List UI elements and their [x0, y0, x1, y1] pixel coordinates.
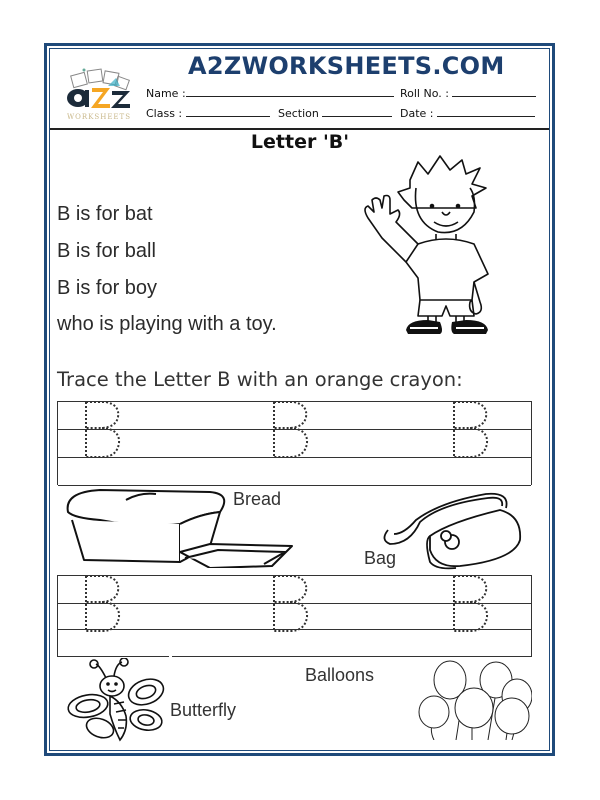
bread-label: Bread	[233, 489, 282, 509]
trace-letter-b[interactable]	[452, 401, 492, 459]
a2z-logo	[58, 66, 140, 122]
class-label: Class :	[146, 107, 183, 120]
logo-icon	[58, 66, 140, 122]
class-field[interactable]	[146, 106, 270, 120]
name-label: Name :	[146, 87, 186, 100]
trace-letter-b[interactable]	[272, 575, 312, 633]
rhyme-line: B is for ball	[57, 240, 156, 262]
date-underline[interactable]	[437, 106, 535, 117]
balloons-label: Balloons	[305, 665, 375, 685]
section-label: Section	[278, 107, 319, 120]
boy-illustration	[358, 152, 528, 337]
trace-letter-b[interactable]	[84, 575, 124, 633]
rhyme-line: who is playing with a toy.	[57, 313, 277, 335]
bottom-line	[58, 485, 531, 486]
section-underline[interactable]	[322, 106, 392, 117]
date-label: Date :	[400, 107, 434, 120]
class-underline[interactable]	[186, 106, 270, 117]
site-title: A2ZWORKSHEETS.COM	[188, 52, 505, 80]
trace-letter-b[interactable]	[84, 401, 124, 459]
roll-label: Roll No. :	[400, 87, 449, 100]
bag-label: Bag	[364, 548, 397, 568]
boy-icon	[358, 152, 528, 337]
bag-illustration	[380, 490, 530, 572]
date-field[interactable]	[400, 106, 535, 120]
svg-text:WORKSHEETS: WORKSHEETS	[66, 113, 132, 121]
butterfly-icon	[66, 658, 174, 742]
bottom-line-left	[57, 656, 169, 657]
trace-instruction: Trace the Letter B with an orange crayon:	[57, 368, 463, 391]
roll-field[interactable]	[400, 86, 536, 100]
balloons-icon	[412, 656, 532, 740]
butterfly-label: Butterfly	[170, 700, 237, 720]
name-field[interactable]	[146, 86, 394, 100]
trace-letter-b[interactable]	[272, 401, 312, 459]
trace-letter-b[interactable]	[452, 575, 492, 633]
rhyme-line: B is for boy	[57, 277, 158, 299]
roll-underline[interactable]	[452, 86, 536, 97]
section-field[interactable]	[278, 106, 392, 120]
butterfly-illustration	[66, 658, 174, 742]
rhyme-line: B is for bat	[57, 203, 153, 225]
balloons-illustration	[412, 656, 532, 740]
bag-icon	[380, 490, 530, 572]
lesson-title: Letter 'B'	[250, 131, 350, 153]
name-underline[interactable]	[186, 86, 394, 97]
